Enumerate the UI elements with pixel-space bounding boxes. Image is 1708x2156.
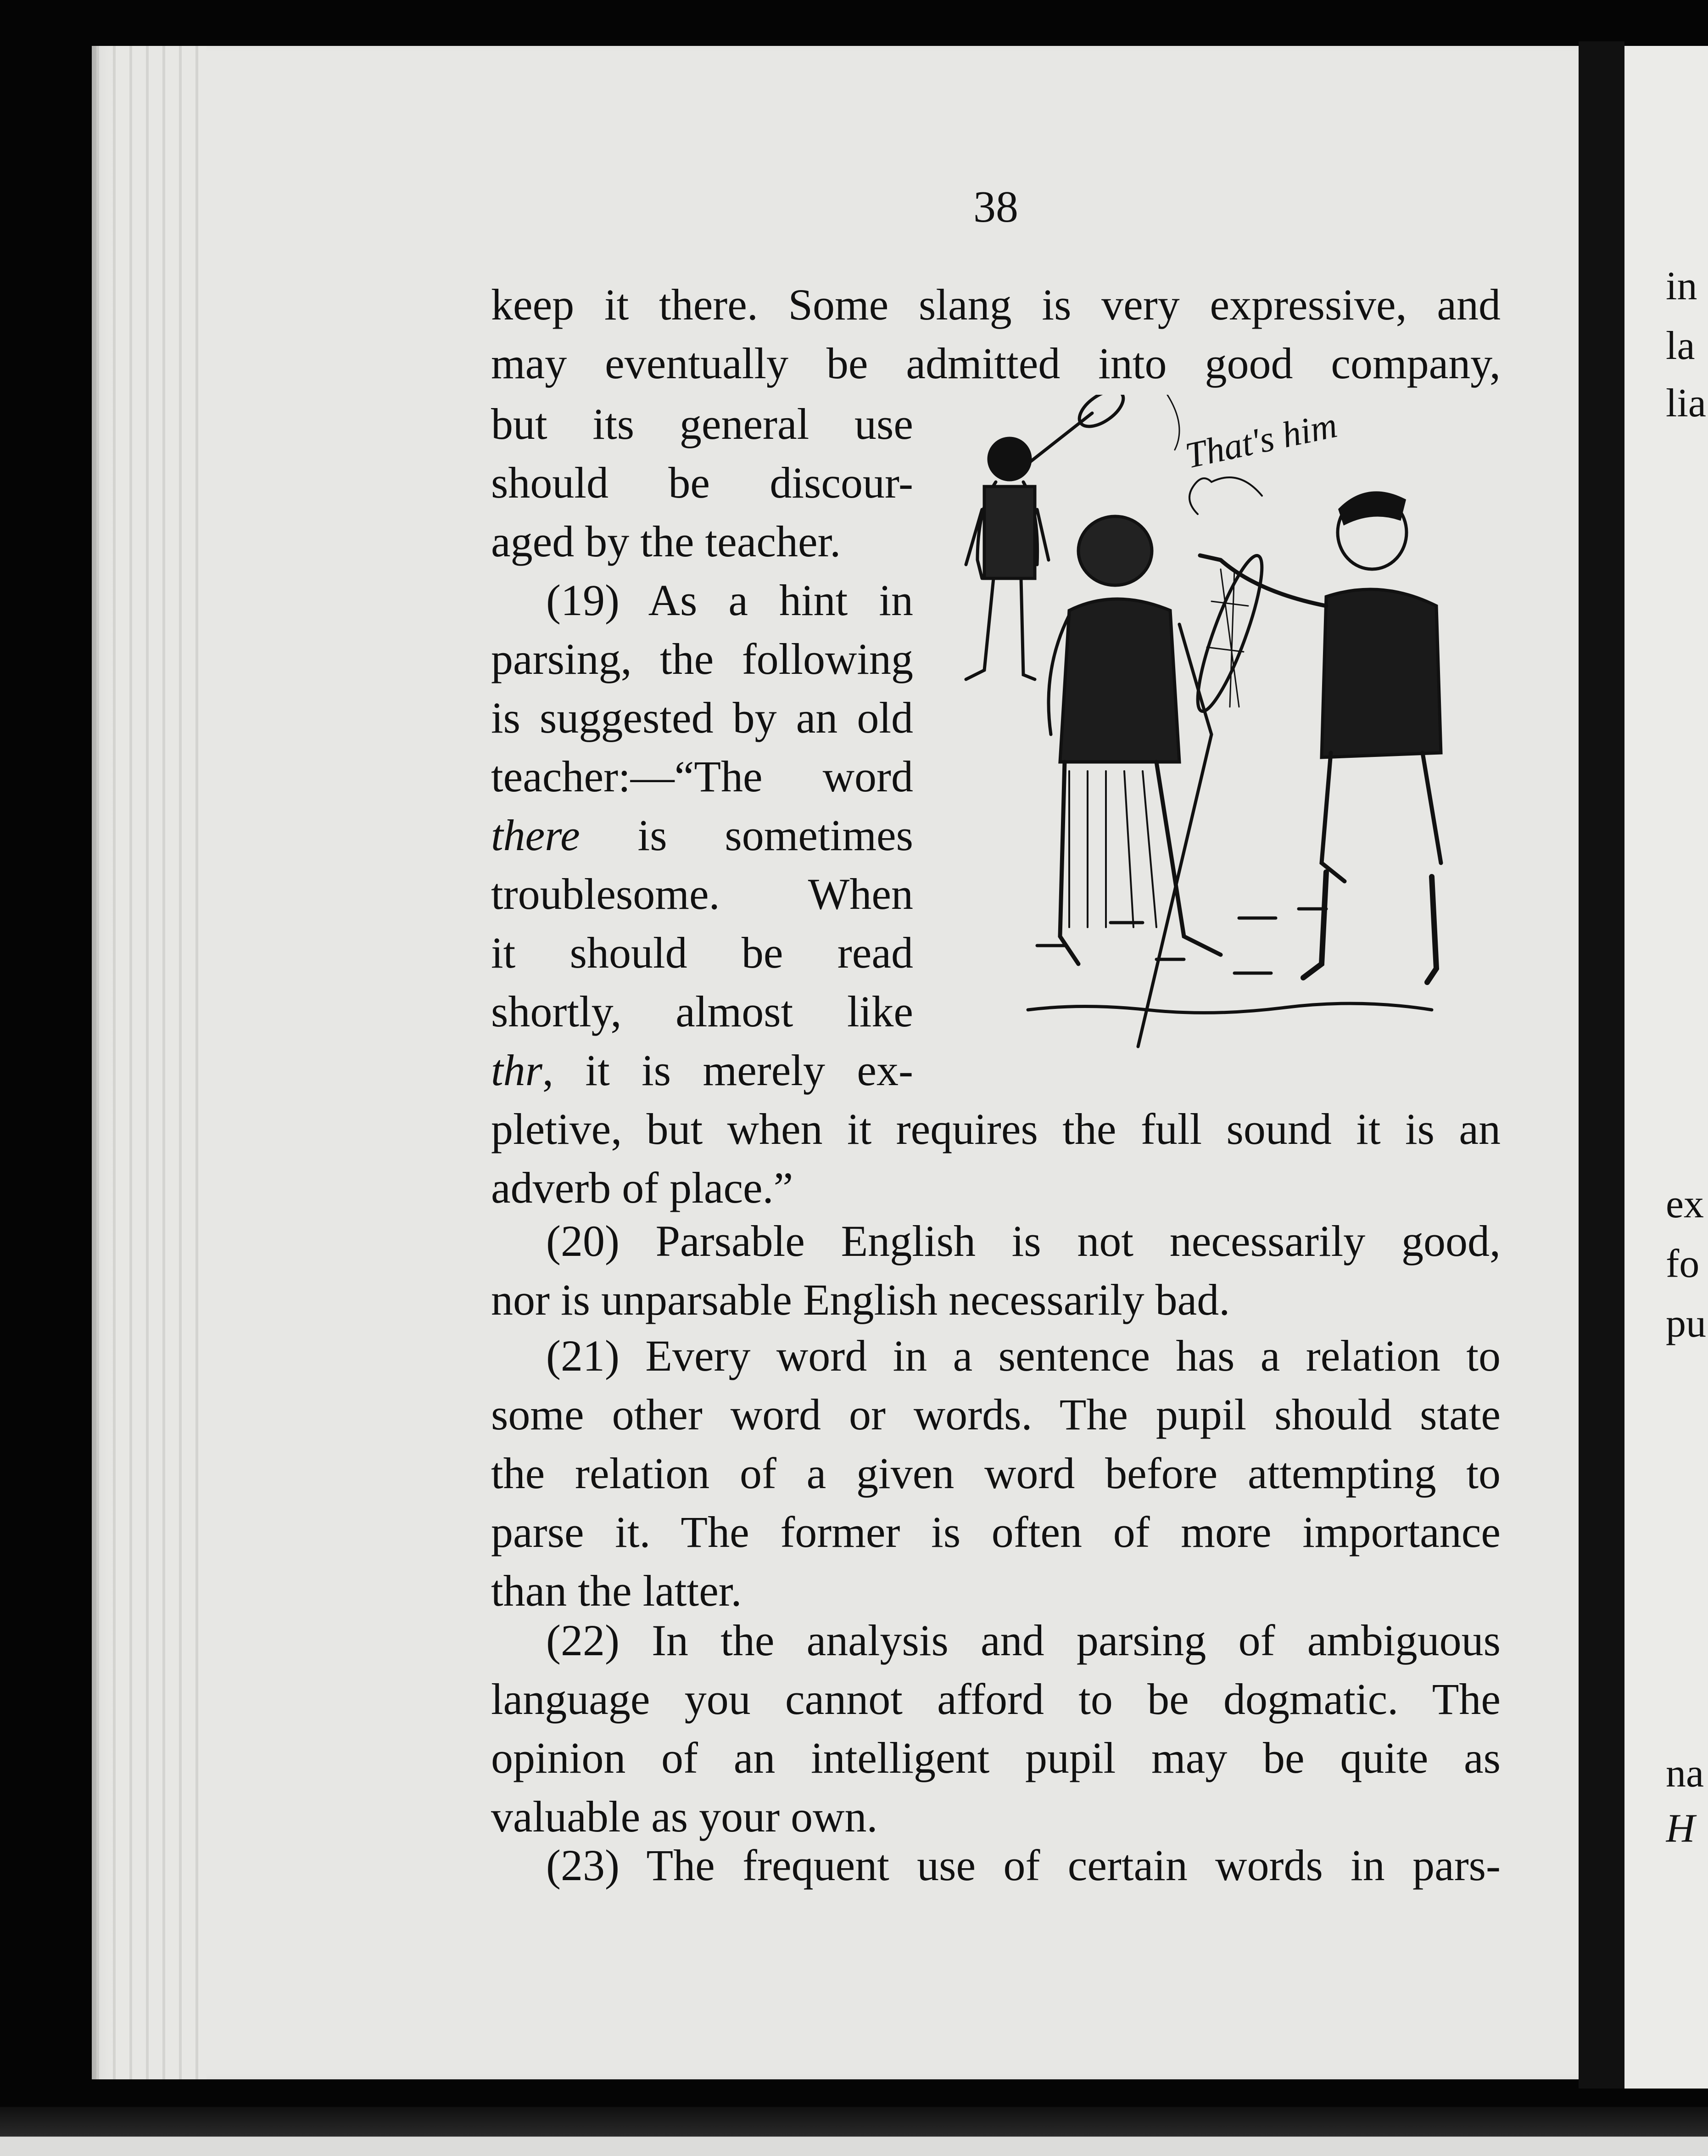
- facing-page-fragment: na: [1666, 1751, 1704, 1796]
- text-fragment: , it is merely ex-: [542, 1046, 913, 1095]
- facing-page-fragment: H: [1666, 1806, 1695, 1851]
- facing-page-fragment: la: [1666, 324, 1695, 368]
- paragraph-21: [491, 1327, 1501, 1620]
- text-line: parsing, the following: [491, 634, 913, 683]
- italic-word: there: [491, 811, 580, 860]
- text-line: some other word or words. The pupil should state: [491, 1390, 1501, 1439]
- paragraph-20: [491, 1212, 1501, 1329]
- book-spine: [1579, 41, 1624, 2089]
- text-line: opinion of an intelligent pupil may be quite as: [491, 1733, 1501, 1782]
- wrapped-paragraph: [491, 395, 913, 1100]
- text-line: troublesome. When: [491, 869, 913, 918]
- paragraph-23: [491, 1836, 1501, 1895]
- text-line: it should be read: [491, 928, 913, 977]
- text-line: but its general use: [491, 399, 913, 448]
- text-line: may eventually be admitted into good company,: [491, 339, 1501, 388]
- handwritten-caption: That's him: [1182, 404, 1341, 476]
- page-edge-shading: [96, 46, 207, 2079]
- italic-word: thr: [491, 1046, 543, 1095]
- text-line: (20) Parsable English is not necessarily good,: [546, 1216, 1501, 1266]
- scan-bottom-edge: [0, 2107, 1708, 2156]
- text-line: (23) The frequent use of certain words in pars-: [546, 1841, 1501, 1890]
- text-line: than the latter.: [491, 1566, 742, 1615]
- page-number: 38: [973, 182, 1018, 232]
- boys-lacrosse-illustration: [918, 395, 1514, 1074]
- text-line: the relation of a given word before attempting to: [491, 1449, 1501, 1498]
- facing-page-fragment: ex: [1666, 1182, 1704, 1226]
- text-line: (19) As a hint in: [546, 576, 913, 625]
- text-line: nor is unparsable English necessarily bad.: [491, 1275, 1230, 1324]
- facing-page-fragment: pu: [1666, 1301, 1706, 1346]
- top-paragraph: [491, 275, 1501, 393]
- text-line: (22) In the analysis and parsing of ambiguous: [546, 1616, 1501, 1665]
- paragraph-22: [491, 1611, 1501, 1846]
- text-line: shortly, almost like: [491, 987, 913, 1036]
- facing-page-fragment: lia: [1666, 381, 1706, 426]
- text-line: valuable as your own.: [491, 1792, 878, 1841]
- text-line: keep it there. Some slang is very expressive, and: [491, 280, 1501, 329]
- text-line: [491, 806, 913, 865]
- text-line: language you cannot afford to be dogmatic. The: [491, 1674, 1501, 1724]
- text-line: (21) Every word in a sentence has a relation to: [546, 1331, 1501, 1380]
- text-line: should be discour-: [491, 458, 913, 507]
- text-line: parse it. The former is often of more importance: [491, 1507, 1501, 1557]
- text-fragment: is sometimes: [580, 811, 913, 860]
- facing-page-fragment: fo: [1666, 1242, 1700, 1286]
- text-line: is suggested by an old: [491, 693, 913, 742]
- text-line: adverb of place.”: [491, 1163, 793, 1212]
- continuation-paragraph: [491, 1100, 1501, 1217]
- text-line: [491, 1041, 913, 1100]
- text-line: aged by the teacher.: [491, 517, 841, 566]
- text-line: teacher:—“The word: [491, 752, 913, 801]
- text-line: pletive, but when it requires the full sound it is an: [491, 1104, 1501, 1154]
- facing-page-fragment: in: [1666, 264, 1697, 308]
